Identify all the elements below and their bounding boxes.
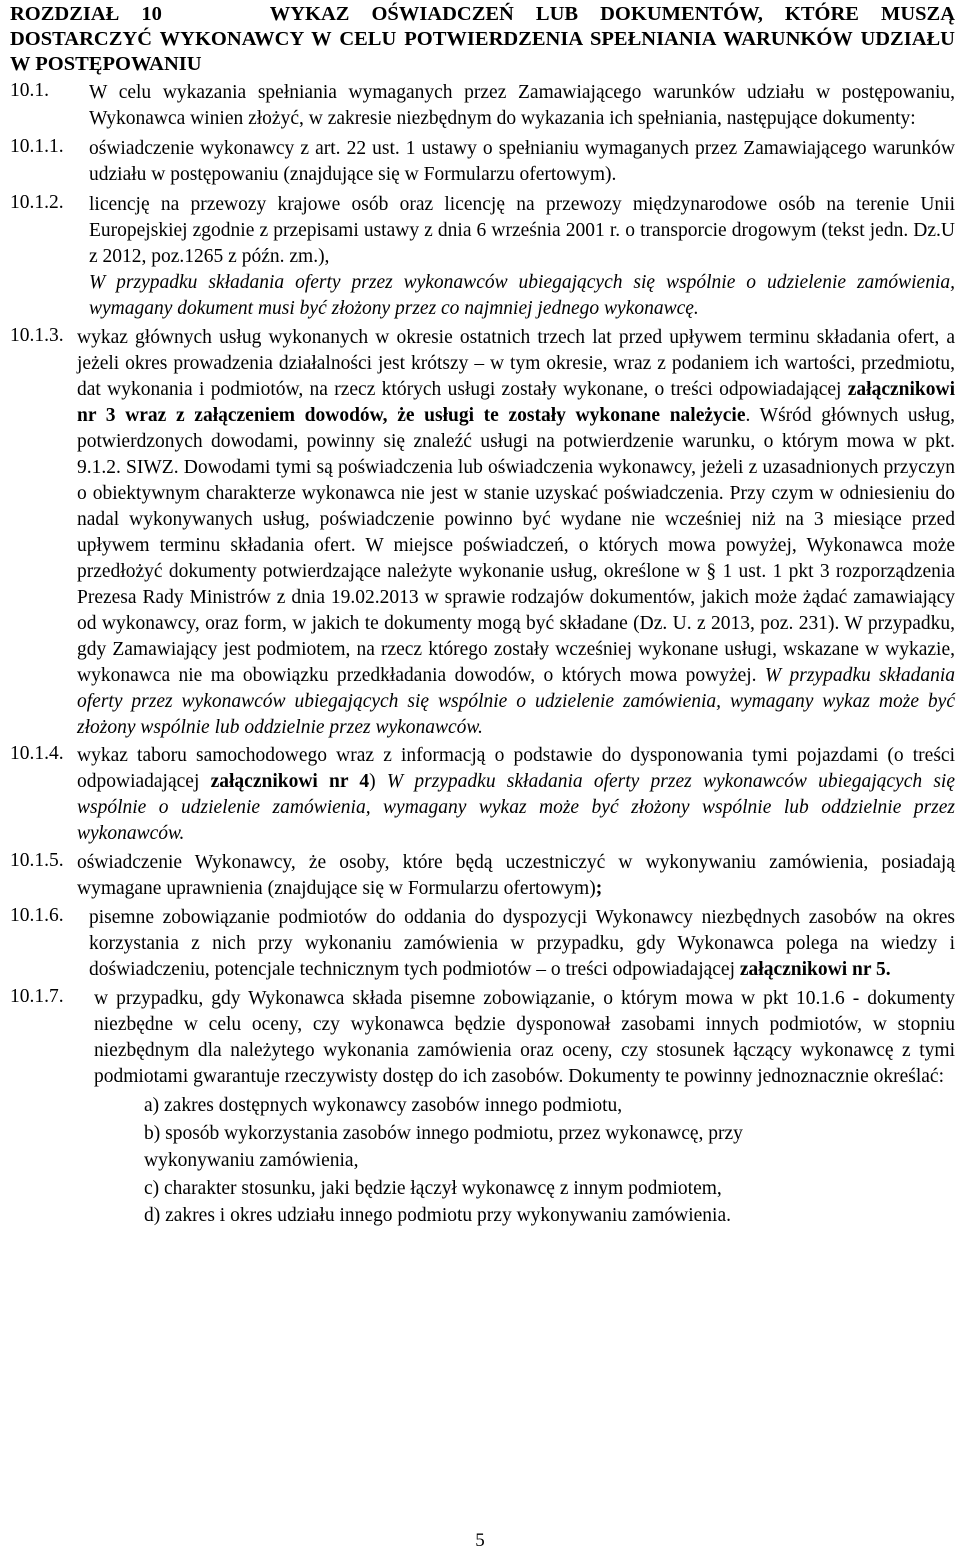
section-text <box>77 325 955 741</box>
section-text <box>89 905 955 983</box>
bold-semicolon: ; <box>595 878 603 899</box>
section-number: 10.1.6. <box>10 905 64 926</box>
joint-offer-note: W przypadku składania oferty przez wykonawców ubiegających się wspólnie o udzielenie zamówienia, wymagany wykaz może być złożony wspólnie lub oddzielnie przez wykonawców. <box>77 771 955 844</box>
text-part: wykaz taboru samochodowego wraz z informacją o podstawie do dysponowania tymi pojazdami (o treści odpowiadającej <box>77 745 955 792</box>
section-number: 10.1.2. <box>10 192 64 213</box>
text-part: pisemne zobowiązanie podmiotów do oddania do dyspozycji Wykonawcy niezbędnych zasobów na okres korzystania z nich przy wykonaniu zamówienia w przypadku, gdy Wykonawca polega na wiedzy i doświadczeniu, potencjale technicznym tych podmiotów – o treści odpowiadającej <box>89 907 955 980</box>
section-text: licencję na przewozy krajowe osób oraz licencję na przewozy międzynarodowe osób na terenie Unii Europejskiej zgodnie z przepisami ustawy z dnia 6 września 2001 r. o transporcie drogowym (tekst jedn. Dz.U z 2012, poz.1265 z późn. zm.), <box>89 194 955 267</box>
section-text: oświadczenie wykonawcy z art. 22 ust. 1 ustawy o spełnianiu wymaganych przez Zamawiającego warunków udziału w postępowaniu (znajdujące się w Formularzu ofertowym). <box>89 138 955 185</box>
section-text <box>77 850 955 902</box>
attachment-reference: załącznikowi nr 4 <box>210 771 370 792</box>
requirements-list <box>144 1092 955 1230</box>
section-number: 10.1.5. <box>10 850 64 871</box>
section-number: 10.1.3. <box>10 325 64 346</box>
document-page <box>10 2 955 1230</box>
section-10-1-4 <box>10 743 955 847</box>
chapter-heading <box>10 2 955 77</box>
section-10-1-7 <box>10 986 955 1230</box>
section-text: w przypadku, gdy Wykonawca składa pisemne zobowiązanie, o którym mowa w pkt 10.1.6 - dokumenty niezbędne w celu oceny, czy wykonawca będzie dysponował zasobami innych podmiotów, w stopniu niezbędnym dla należytego wykonania zamówienia oraz oceny, czy stosunek łączący wykonawcę z tymi podmiotami gwarantuje rzeczywisty dostęp do ich zasobów. Dokumenty te powinny jednoznacznie określać: <box>94 988 955 1087</box>
text-part: oświadczenie Wykonawcy, że osoby, które będą uczestniczyć w wykonywaniu zamówienia, posiadają wymagane uprawnienia (znajdujące się w Formularzu ofertowym) <box>77 852 955 899</box>
section-number: 10.1.7. <box>10 986 64 1007</box>
section-number: 10.1.1. <box>10 136 64 157</box>
section-text <box>77 743 955 847</box>
list-item: d) zakres i okres udziału innego podmiotu przy wykonywaniu zamówienia. <box>144 1205 732 1226</box>
list-item: a) zakres dostępnych wykonawcy zasobów innego podmiotu, <box>144 1095 623 1116</box>
section-number: 10.1.4. <box>10 743 64 764</box>
chapter-number: ROZDZIAŁ 10 <box>10 3 162 25</box>
page-number: 5 <box>475 1530 485 1551</box>
section-10-1 <box>10 80 955 132</box>
text-part: ) <box>369 771 387 792</box>
section-10-1-3 <box>10 325 955 741</box>
attachment-reference: załącznikowi nr 3 wraz z załączeniem dowodów, że usługi te zostały wykonane należycie <box>77 379 955 426</box>
section-10-1-2 <box>10 192 955 322</box>
list-item: b) sposób wykorzystania zasobów innego podmiotu, przez wykonawcę, przy wykonywaniu zamówienia, <box>144 1122 743 1171</box>
attachment-reference: załącznikowi nr 5. <box>739 959 891 980</box>
joint-offer-note: W przypadku składania oferty przez wykonawców ubiegających się wspólnie o udzielenie zamówienia, wymagany wykaz może być złożony wspólnie lub oddzielnie przez wykonawców. <box>77 665 955 738</box>
chapter-title: WYKAZ OŚWIADCZEŃ LUB DOKUMENTÓW, KTÓRE MUSZĄ DOSTARCZYĆ WYKONAWCY W CELU POTWIERDZENIA SPEŁNIANIA WARUNKÓW UDZIAŁU W POSTĘPOWANIU <box>10 3 956 75</box>
section-10-1-6 <box>10 905 955 983</box>
text-part: . Wśród głównych usług, potwierdzonych dowodami, powinny się znaleźć usługi na potwierdzenie warunku, o którym mowa w pkt. 9.1.2. SIWZ. Dowodami tymi są poświadczenia lub oświadczenia wykonawcy, jeżeli z uzasadnionych przyczyn o obiektywnym charakterze wykonawca nie jest w stanie uzyskać poświadczenia. Przy czym w odniesieniu do nadal wykonywanych usług, poświadczenie powinno być wydane nie wcześniej niż na 3 miesiące przed upływem terminu składania ofert. W miejsce poświadczeń, o których mowa powyżej, Wykonawca może przedłożyć dokumenty potwierdzające należyte wykonanie usług, określone w § 1 ust. 1 pkt 3 rozporządzenia Prezesa Rady Ministrów z dnia 19.02.2013 w sprawie rodzajów dokumentów, jakich może żądać zamawiający od wykonawcy, oraz form, w jakich te dokumenty mogą być składane (Dz. U. z 2013, poz. 231). W przypadku, gdy Zamawiający jest podmiotem, na rzecz którego zostały wcześniej wykonane usługi, wskazane w wykazie, wykonawca nie ma obowiązku przedkładania dowodów, o których mowa powyżej. <box>77 405 955 686</box>
section-number: 10.1. <box>10 80 49 101</box>
section-text: W celu wykazania spełniania wymaganych przez Zamawiającego warunków udziału w postępowaniu, Wykonawca winien złożyć, w zakresie niezbędnym do wykazania ich spełniania, następujące dokumenty: <box>89 82 955 129</box>
text-part: wykaz głównych usług wykonanych w okresie ostatnich trzech lat przed upływem terminu składania ofert, a jeżeli okres prowadzenia działalności jest krótszy – w tym okresie, wraz z podaniem ich wartości, przedmiotu, dat wykonania i podmiotów, na rzecz których usługi zostały wykonane, o treści odpowiadającej <box>77 327 955 400</box>
section-10-1-1 <box>10 136 955 188</box>
section-10-1-5 <box>10 850 955 902</box>
list-item: c) charakter stosunku, jaki będzie łączył wykonawcę z innym podmiotem, <box>144 1177 722 1199</box>
joint-offer-note: W przypadku składania oferty przez wykonawców ubiegających się wspólnie o udzielenie zamówienia, wymagany dokument musi być złożony przez co najmniej jednego wykonawcę. <box>89 272 955 319</box>
